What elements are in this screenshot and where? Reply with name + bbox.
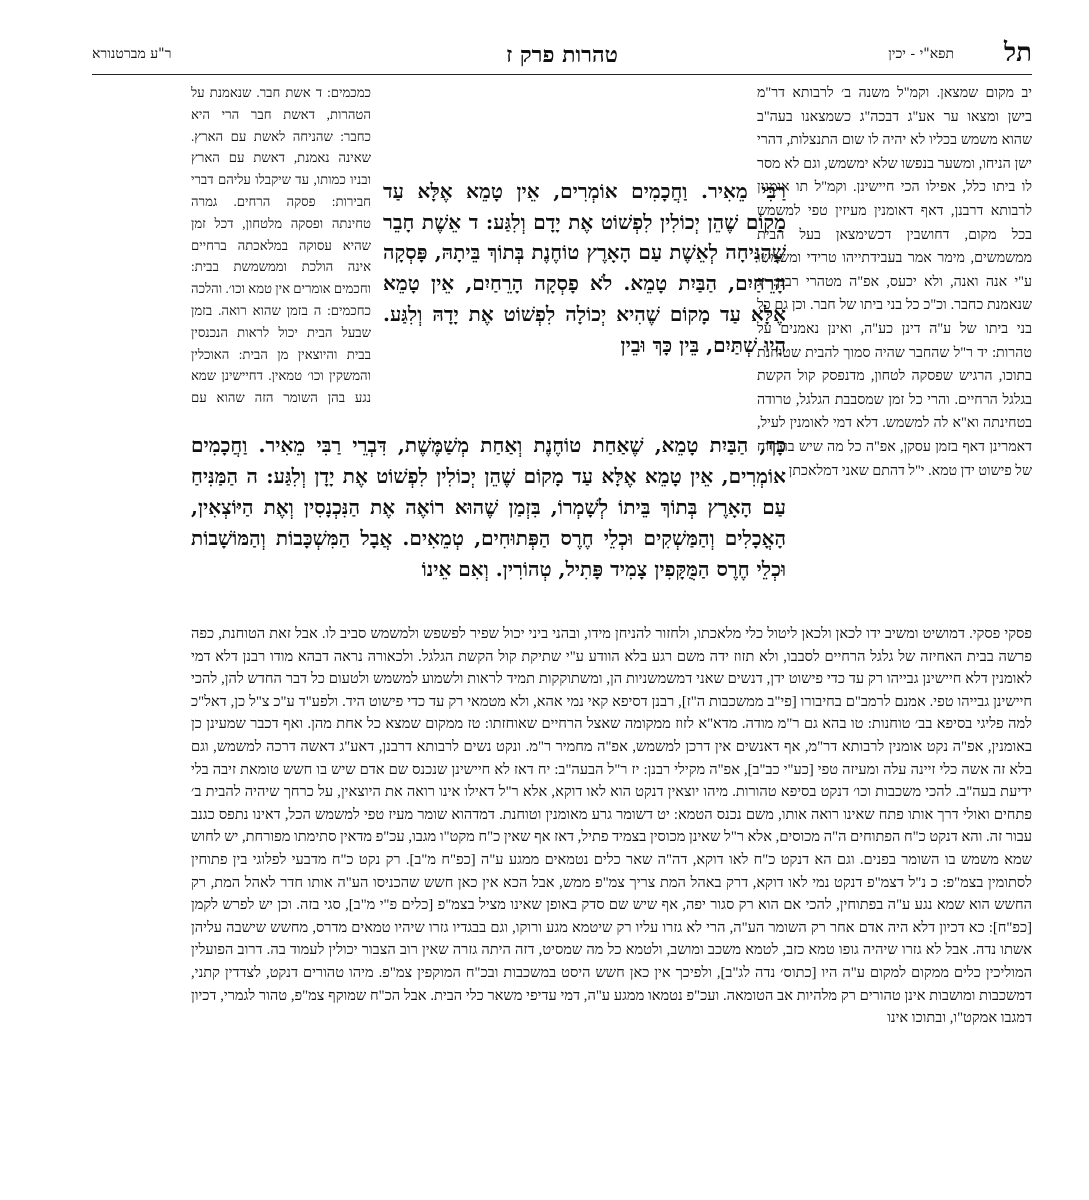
tiferes-yisrael-column (757, 82, 1032, 587)
header-commentary-tiferes: תפא"י - יכין (888, 46, 954, 62)
bartenura-column (191, 82, 371, 412)
tiferes-yisrael-text: יב מקום שמצאן. וקמ"ל משנה ב׳ לרבותא דר"מ בישן ומצאו ער אע"ג דבכה"ג כשמצאנו בעה"ב שהוא משמש בכליו לא יהיה לו שום התנצלות, דהרי ישן הניחו, ומשער בנפשו שלא ימשמש, וגם לא מסר לו ביתו כלל, אפילו הכי חיישינן. וקמ"ל תו אומנין לרבותא דרבנן, דאף דאומנין מעיזין טפי למשמש בכל מקום, דחושבין דכשימצאן בעל הבית ממשמשים, מימר אמר בעבידתייהו טרידי ומשמשו ע"י אנה ואנה, ולא יכעס, אפ"ה מטהרי רבנן: יג שנאמנת כחבר. וכ"כ כל בני ביתו של חבר. וכן גם כל בני ביתו של ע"ה דינן כע"ה, ואינן נאמנים על טהרות: יד ר"ל שהחבר שהיה סמוך להבית שטוחנת בתוכו, הרגיש שפסקה לטחון, מדנפסק קול הקשת בגלגל הרחיים. והרי כל זמן שמסבבת הגלגל, טרודה בטחינתה וא"א לה למשמש. דלא דמי לאומנין לעיל, דאמרינן דאף בזמן עסקן, אפ"ה כל מה שיש בהרווח של פישוט ידן טמא. י"ל דהתם שאני דמלאכתן (757, 85, 1032, 479)
page-header (92, 40, 1032, 70)
bottom-commentary (191, 623, 1032, 1168)
page-number: תל (1003, 38, 1032, 68)
header-divider (92, 74, 1032, 75)
header-commentary-bartenura: ר"ע מברטנורא (92, 46, 172, 62)
mishna-upper-paragraph: רַבִּי מֵאִיר. וַחֲכָמִים אוֹמְרִים, אֵין טָמֵא אֶלָּא עַד מָקוֹם שֶׁהֵן יְכוֹלִין לִפְשׁוֹט אֶת יָדָם וְלִגַּע: ד אֵשֶׁת חָבֵר שֶׁהִנִּיחָה לְאֵשֶׁת עַם הָאָרֶץ טוֹחֶנֶת בְּתוֹךְ בֵּיתָהּ, פָּסְקָה הָרֵחַיִם, הַבַּיִת טָמֵא. לֹא פָסְקָה הָרֵחַיִם, אֵין טָמֵא אֶלָּא עַד מָקוֹם שֶׁהִיא יְכוֹלָה לִפְשׁוֹט אֶת יָדָהּ וְלִגַּע. הָיוּ שְׁתַּיִם, בֵּין כָּךְ וּבֵין (383, 179, 786, 357)
bartenura-text: כמכמים: ד אשת חבר. שנאמנת על הטהרות, דאשת חבר הרי היא כחבר: שהניחה לאשת עם הארץ. שאינה נאמנת, דאשת עם הארץ ובניו כמותו, עד שיקבלו עליהם דברי חבירות: פסקה הרחים. גמרה טחינתה ופסקה מלטחון, דכל זמן שהיא עסוקה במלאכתה ברחיים אינה הולכת וממשמשת בבית: וחכמים אומרים אין טמא וכו׳. והלכה כחכמים: ה בזמן שהוא רואה. בזמן שבעל הבית יכול לראות הנכנסין בבית והיוצאין מן הבית: האוכלין והמשקין וכו׳ טמאין. דחיישינן שמא נגע בהן השומר הזה שהוא עם (191, 85, 371, 406)
mishna-lower-paragraph: כָּךְ, הַבַּיִת טָמֵא, שֶׁאַחַת טוֹחֶנֶת וְאַחַת מְשַׁמֶּשֶׁת, דִּבְרֵי רַבִּי מֵאִיר. וַחֲכָמִים אוֹמְרִים, אֵין טָמֵא אֶלָּא עַד מָקוֹם שֶׁהֵן יְכוֹלִין לִפְשׁוֹט אֶת יָדָן וְלִגַּע: ה הַמַּנִּיחַ עַם הָאָרֶץ בְּתוֹךְ בֵּיתוֹ לְשָׁמְרוֹ, בִּזְמַן שֶׁהוּא רוֹאֶה אֶת הַנִּכְנָסִין וְאֶת הַיּוֹצְאִין, הָאֳכָלִים וְהַמַּשְׁקִים וּכְלֵי חֶרֶס הַפְּתוּחִים, טְמֵאִים. אֲבָל הַמִּשְׁכָּבוֹת וְהַמּוֹשָׁבוֹת וּכְלֵי חֶרֶס הַמֻּקָּפִין צָמִיד פָּתִיל, טְהוֹרִין. וְאִם אֵינוֹ (191, 433, 786, 581)
mishna-text-lower (191, 430, 786, 620)
header-tractate-title: טהרות פרק ז (506, 42, 618, 68)
bottom-commentary-text: פסקי פסקי. דמושיט ומשיב ידו לכאן ולכאן ליטול כלי מלאכתו, ולחזור להניחן מידו, ובהני ביני יכול שפיר לפשפש ולמשמש סביב לו. אבל זאת הטוחנת, כפה פרשה בבית האחיזה של גלגל הרחיים לסבבו, ולא תזוז ידה משם רגע בלא הוודע ע"י שתיקת קול הקשת הגלגל. ולכאורה נראה דבהא מודו רבנן דלא דמי לאומנין דלא חיישינן גבייהו רק עד כדי פישוט ידן, דנשים שאני דמשמשניות הן, ומשתוקקות תמיד לראות ולשמוע למשמש ולטעום כל דבר החדש להן, להכי חיישינן גבייהו טפי. אמנם לרמב"ם בחיבורו [פי"ב ממשכבות ה"ז], רבנן דסיפא קאי נמי אהא, ולא מטמאי רק עד כדי פישוט היד. ולפע"ד ע"כ צ"ל כן, דאל"כ למה פליגי בסיפא בב׳ טוחנות: טו בהא גם ר"מ מודה. מדא"א לזוז ממקומה שאצל הרחיים שאוחזתו: טז ממקום שמצא כל אחת מהן. ואף דכבר שמעינן כן באומנין, אפ"ה נקט אומנין לרבותא דר"מ, אף דאנשים אין דרכן למשמש, אפ"ה מחמיר ר"מ. ונקט נשים לרבותא דרבנן, דאע"ג דאשה דרכה למשמש, וגם בלא זה אשה כלי זיינה עלה ומעיזה טפי [כע"י כב"ב], אפ"ה מקילי רבנן: יז ר"ל הבעה"ב: יח דאז לא חיישינן שנכנס שם אדם שיש בו חשש טומאת זיבה בלי ידיעת בעה"ב. להכי משכבות וכו׳ דנקט בסיפא טהורות. מיהו יוצאין דנקט הוא לאו דוקא, אלא ר"ל דאילו אינו רואה את היוצאין, על כרחך שיהיה להבית ב׳ פתחים ואולי דרך אותו פתח שאינו רואה אותו, משם נכנס הטמא: יט דשומר גרע מאומנין וטוחנת. דמדהוא שומר מעיז טפי למשמש הכל, דאינו נתפס כגנב עבור זה. והא דנקט כ"ח הפתוחים ה"ה מכוסים, אלא ר"ל שאינן מכוסין בצמיד פתיל, דאז אף שאין כ"ח מקט"ו מגבו, עכ"פ מדאין סתימתו מפורחת, יש לחוש שמא משמש בו השומר בפנים. וגם הא דנקט כ"ח לאו דוקא, דה"ה שאר כלים נטמאים ממגע ע"ה [כפ"ח מ"ב]. רק נקט כ"ח מדבעי לפלוגי בין פתוחין לסתומין בצמ"פ: כ נ"ל דצמ"פ דנקט נמי לאו דוקא, דרק באהל המת צריך צמ"פ ממש, אבל הכא אין כאן חשש שהכניסו הע"ה אותו חדר לאהל המת, רק החשש הוא שמא נגע ע"ה בפתוחין, להכי אם הוא רק סגור יפה, אף שיש שם סדק באופן שאינו מציל בצמ"פ [כלים פ"י מ"ב], סגי בזה. וכן יש לפרש לקמן [כפ"ח]: כא דכיון דלא היה אדם אחר רק השומר הע"ה, הרי לא גזרו עליו רק שיטמא מגע ורוקו, וגם בבגדיו גזרו שיהיו טמאים מדרס, מחשש שישבה עליהן אשתו נדה. אבל לא גזרו שיהיה גופו טמא כזב, לטמא משכב ומושב, ולטמא כל מה שמסיט, דזה היתה גזרה שאין רוב הצבור יכולין לעמוד בה. דרוב הפועלין המוליכין כלים ממקום למקום ע"ה היו [כתוס׳ נדה לג"ב], ולפיכך אין כאן חשש היסט במשכבות ובכ"ח המוקפין צמ"פ. מיהו טהורים דנקט, לצדדין קתני, דמשכבות ומושבות אינן טהורים רק מלהיות אב הטומאה. ועכ"פ נטמאו ממגע ע"ה, דמי עדיפי משאר כלי הבית. אבל הכ"ח שמוקף צמ"פ, טהור לגמרי, דכיון דמגבו אמקט"ו, ובתוכו אינו (191, 626, 1032, 1027)
